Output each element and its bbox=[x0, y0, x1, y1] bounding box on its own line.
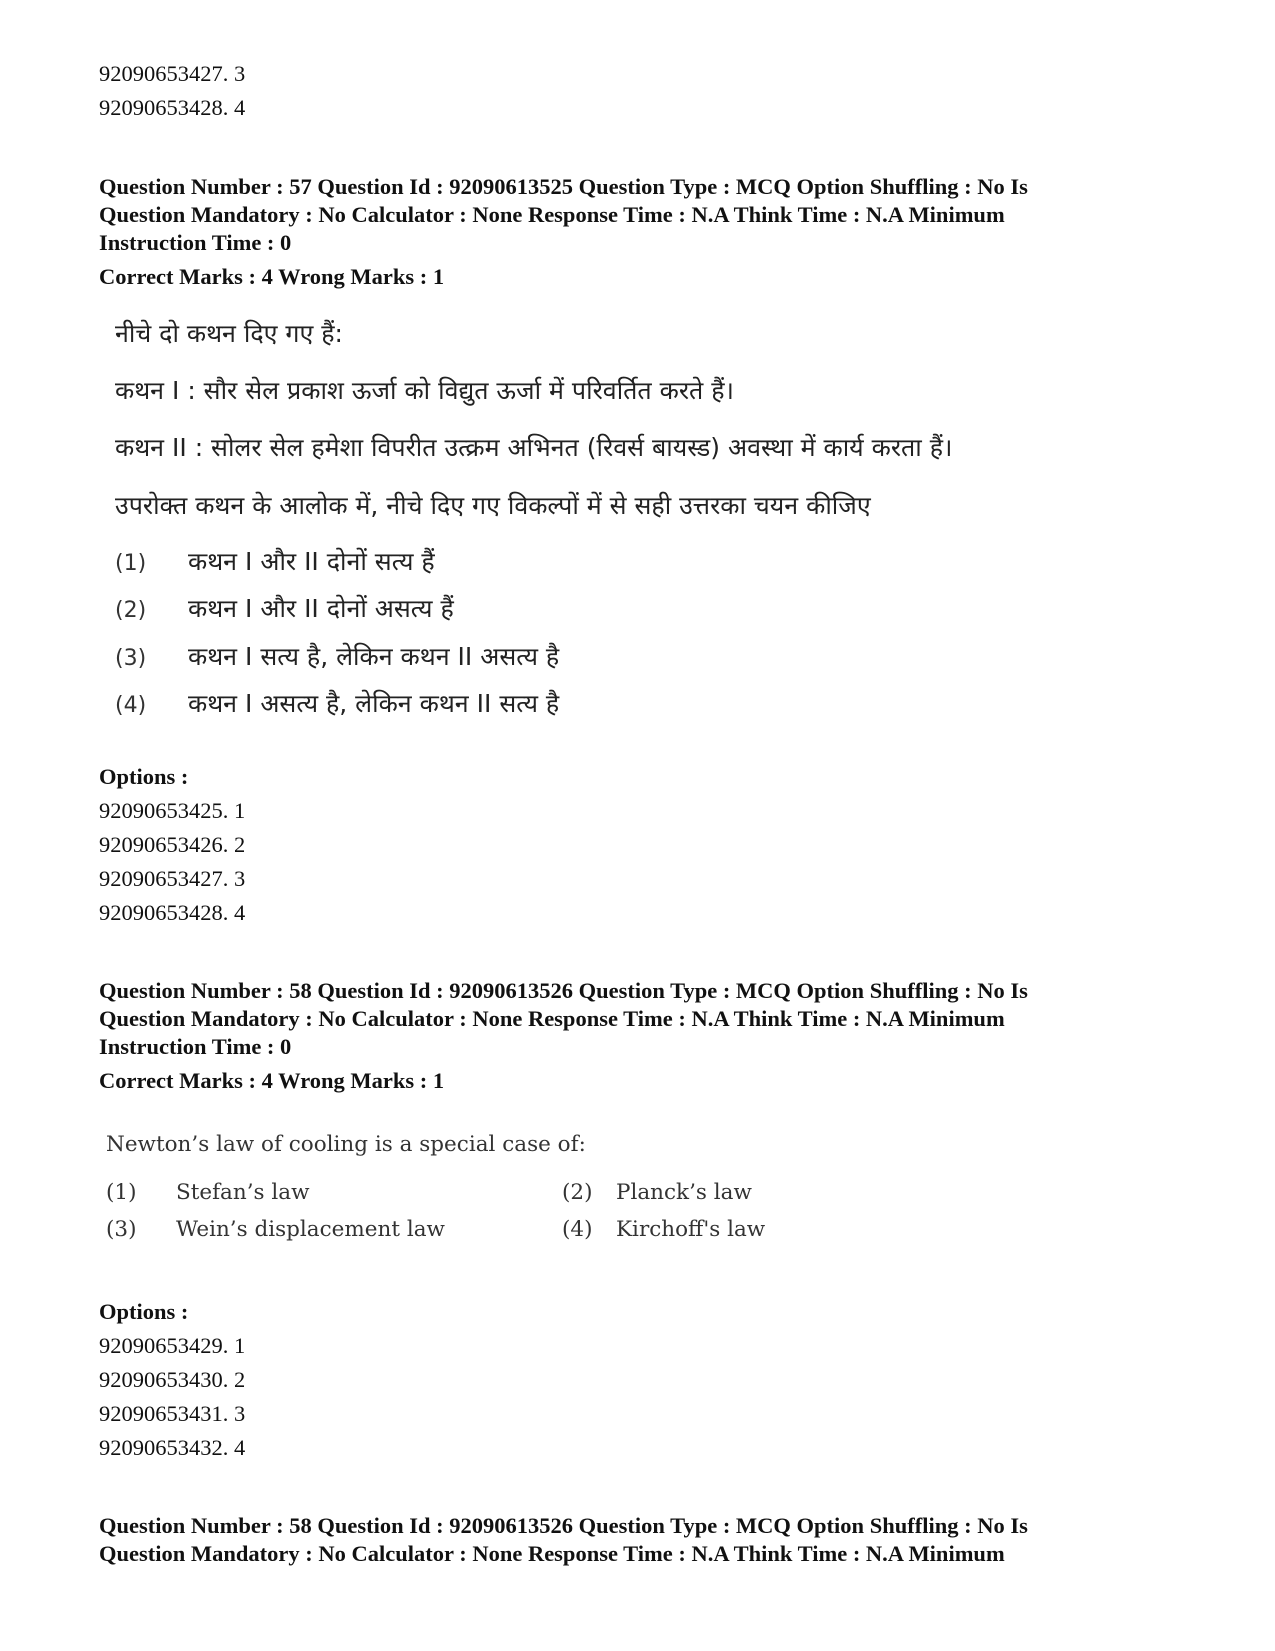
option-line: 92090653432. 4 bbox=[99, 1435, 246, 1460]
option-line: 92090653426. 2 bbox=[99, 832, 246, 857]
choice-number: (1) bbox=[106, 1180, 137, 1205]
option-line: 92090653428. 4 bbox=[99, 95, 246, 120]
statement-1: कथन I : सौर सेल प्रकाश ऊर्जा को विद्युत ऊर्जा में परिवर्तित करते हैं। bbox=[115, 376, 735, 405]
question-text: Newton’s law of cooling is a special case of: bbox=[106, 1132, 586, 1157]
choice-number: (3) bbox=[115, 646, 147, 671]
choice-number: (4) bbox=[562, 1217, 593, 1242]
option-line: 92090653430. 2 bbox=[99, 1367, 246, 1392]
choice-text: Planck’s law bbox=[616, 1180, 752, 1205]
question-header-line: Instruction Time : 0 bbox=[99, 230, 292, 255]
choice-text: कथन I असत्य है, लेकिन कथन II सत्य है bbox=[188, 689, 560, 718]
choice-number: (2) bbox=[115, 598, 147, 623]
question-header-line: Question Number : 58 Question Id : 92090613526 Question Type : MCQ Option Shuffling : No Is bbox=[99, 1513, 1028, 1538]
option-line: 92090653425. 1 bbox=[99, 798, 246, 823]
option-line: 92090653431. 3 bbox=[99, 1401, 246, 1426]
choice-number: (2) bbox=[562, 1180, 593, 1205]
question-header-line: Question Number : 57 Question Id : 92090613525 Question Type : MCQ Option Shuffling : No Is bbox=[99, 174, 1028, 199]
option-line: 92090653427. 3 bbox=[99, 866, 246, 891]
choice-text: Wein’s displacement law bbox=[176, 1217, 445, 1242]
choice-text: कथन I और II दोनों असत्य हैं bbox=[188, 594, 454, 623]
choice-text: Kirchoff's law bbox=[616, 1217, 766, 1242]
question-header-line: Question Mandatory : No Calculator : None Response Time : N.A Think Time : N.A Minimum bbox=[99, 1006, 1005, 1031]
option-line: 92090653429. 1 bbox=[99, 1333, 246, 1358]
choice-text: कथन I और II दोनों सत्य हैं bbox=[188, 547, 435, 576]
choice-number: (4) bbox=[115, 693, 147, 718]
choice-number: (1) bbox=[115, 551, 147, 576]
choice-text: कथन I सत्य है, लेकिन कथन II असत्य है bbox=[188, 642, 560, 671]
options-label: Options : bbox=[99, 764, 189, 789]
choice-text: Stefan’s law bbox=[176, 1180, 310, 1205]
question-instruction: उपरोक्त कथन के आलोक में, नीचे दिए गए विकल्पों में से सही उत्तरका चयन कीजिए bbox=[115, 491, 871, 520]
question-intro: नीचे दो कथन दिए गए हैं: bbox=[115, 319, 343, 348]
options-label: Options : bbox=[99, 1299, 189, 1324]
question-header-line: Question Number : 58 Question Id : 92090613526 Question Type : MCQ Option Shuffling : No Is bbox=[99, 978, 1028, 1003]
question-header-line: Question Mandatory : No Calculator : None Response Time : N.A Think Time : N.A Minimum bbox=[99, 202, 1005, 227]
marks-line: Correct Marks : 4 Wrong Marks : 1 bbox=[99, 1068, 445, 1093]
option-line: 92090653427. 3 bbox=[99, 61, 246, 86]
question-header-line: Question Mandatory : No Calculator : None Response Time : N.A Think Time : N.A Minimum bbox=[99, 1541, 1005, 1566]
statement-2: कथन II : सोलर सेल हमेशा विपरीत उत्क्रम अभिनत (रिवर्स बायस्ड) अवस्था में कार्य करता हैं। bbox=[115, 433, 953, 462]
question-header-line: Instruction Time : 0 bbox=[99, 1034, 292, 1059]
option-line: 92090653428. 4 bbox=[99, 900, 246, 925]
choice-number: (3) bbox=[106, 1217, 137, 1242]
marks-line: Correct Marks : 4 Wrong Marks : 1 bbox=[99, 264, 445, 289]
